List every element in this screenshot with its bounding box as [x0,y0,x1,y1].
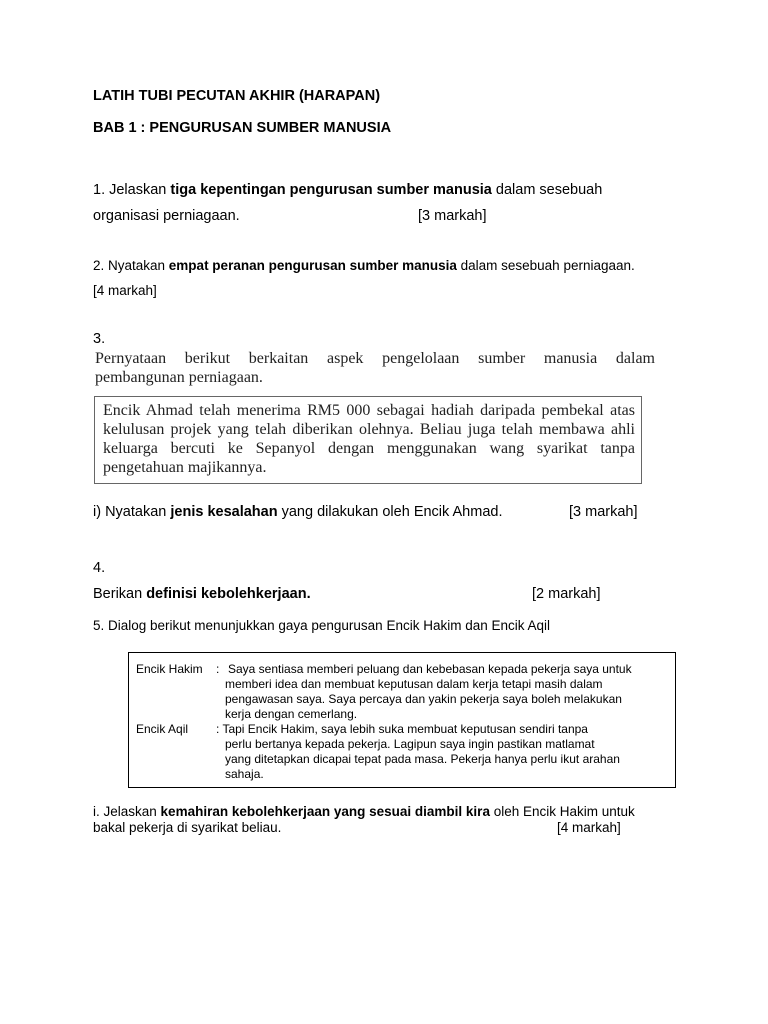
q2-keyword: empat peranan pengurusan sumber manusia [168,258,457,273]
question-5-subquestion-line-2: bakal pekerja di syarikat beliau. [93,820,282,835]
q1-prefix: 1. Jelaskan [93,182,171,198]
aqil-line-2: perlu bertanya kepada pekerja. Lagipun saya ingin pastikan matlamat [225,737,595,751]
question-3-statement-box [94,396,642,484]
question-4-number: 4. [93,560,106,576]
q3-sub-prefix: i) Nyatakan [93,504,171,520]
q4-keyword: definisi kebolehkerjaan. [146,586,311,602]
hakim-line-2: memberi idea dan membuat keputusan dalam kerja tetapi masih dalam [225,677,603,691]
q1-suffix: dalam sesebuah [491,182,603,198]
question-3-marks: [3 markah] [569,504,638,520]
question-5-dialog-box [128,652,676,788]
speaker-aqil-name: Encik Aqil [136,722,189,736]
question-5-intro: 5. Dialog berikut menunjukkan gaya pengurusan Encik Hakim dan Encik Aqil [93,618,551,633]
q3-sub-suffix: yang dilakukan oleh Encik Ahmad. [277,504,503,520]
aqil-line-1: : Tapi Encik Hakim, saya lebih suka membuat keputusan sendiri tanpa [216,722,588,736]
question-2-line-1 [93,258,635,273]
aqil-line-4: sahaja. [225,767,264,781]
question-4-text [93,586,311,602]
question-3-intro-line-2: pembangunan perniagaan. [95,369,263,386]
speaker-hakim-name: Encik Hakim [136,662,203,676]
question-3-subquestion [93,504,502,520]
document-title: LATIH TUBI PECUTAN AKHIR (HARAPAN) [93,88,381,104]
statement-line-4: pengetahuan majikannya. [103,459,267,476]
question-1-line-2: organisasi perniagaan. [93,208,240,224]
question-1-marks: [3 markah] [418,208,487,224]
question-5-marks: [4 markah] [557,820,621,835]
chapter-heading: BAB 1 : PENGURUSAN SUMBER MANUSIA [93,120,392,136]
question-1-line-1 [93,182,602,198]
question-3-intro-line-1: Pernyataan berikut berkaitan aspek pengelolaan sumber manusia dalam [95,350,655,367]
question-4-marks: [2 markah] [532,586,601,602]
question-3-number: 3. [93,331,106,347]
statement-line-2: kelulusan projek yang telah diberikan olehnya. Beliau juga telah membawa ahli [103,421,635,438]
hakim-line-1: Saya sentiasa memberi peluang dan kebebasan kepada pekerja saya untuk [228,662,632,676]
q1-keyword: tiga kepentingan pengurusan sumber manusia [170,182,492,198]
q3-sub-keyword: jenis kesalahan [170,504,278,520]
statement-line-3: keluarga bercuti ke Sepanyol dengan menggunakan wang syarikat tanpa [103,440,635,457]
q5-sub-prefix: i. Jelaskan [93,804,161,819]
speaker-hakim-separator: : [216,662,220,676]
q5-sub-suffix: oleh Encik Hakim untuk [489,804,635,819]
question-5-subquestion-line-1 [93,804,635,819]
q4-prefix: Berikan [93,586,147,602]
statement-line-1: Encik Ahmad telah menerima RM5 000 sebagai hadiah daripada pembekal atas [103,402,635,419]
q5-sub-keyword: kemahiran kebolehkerjaan yang sesuai diambil kira [160,804,490,819]
q2-suffix: dalam sesebuah perniagaan. [456,258,635,273]
q2-prefix: 2. Nyatakan [93,258,169,273]
aqil-line-3: yang ditetapkan dicapai tepat pada masa. Pekerja hanya perlu ikut arahan [225,752,620,766]
hakim-line-4: kerja dengan cemerlang. [225,707,358,721]
hakim-line-3: pengawasan saya. Saya percaya dan yakin pekerja saya boleh melakukan [225,692,622,706]
question-2-marks: [4 markah] [93,283,157,298]
